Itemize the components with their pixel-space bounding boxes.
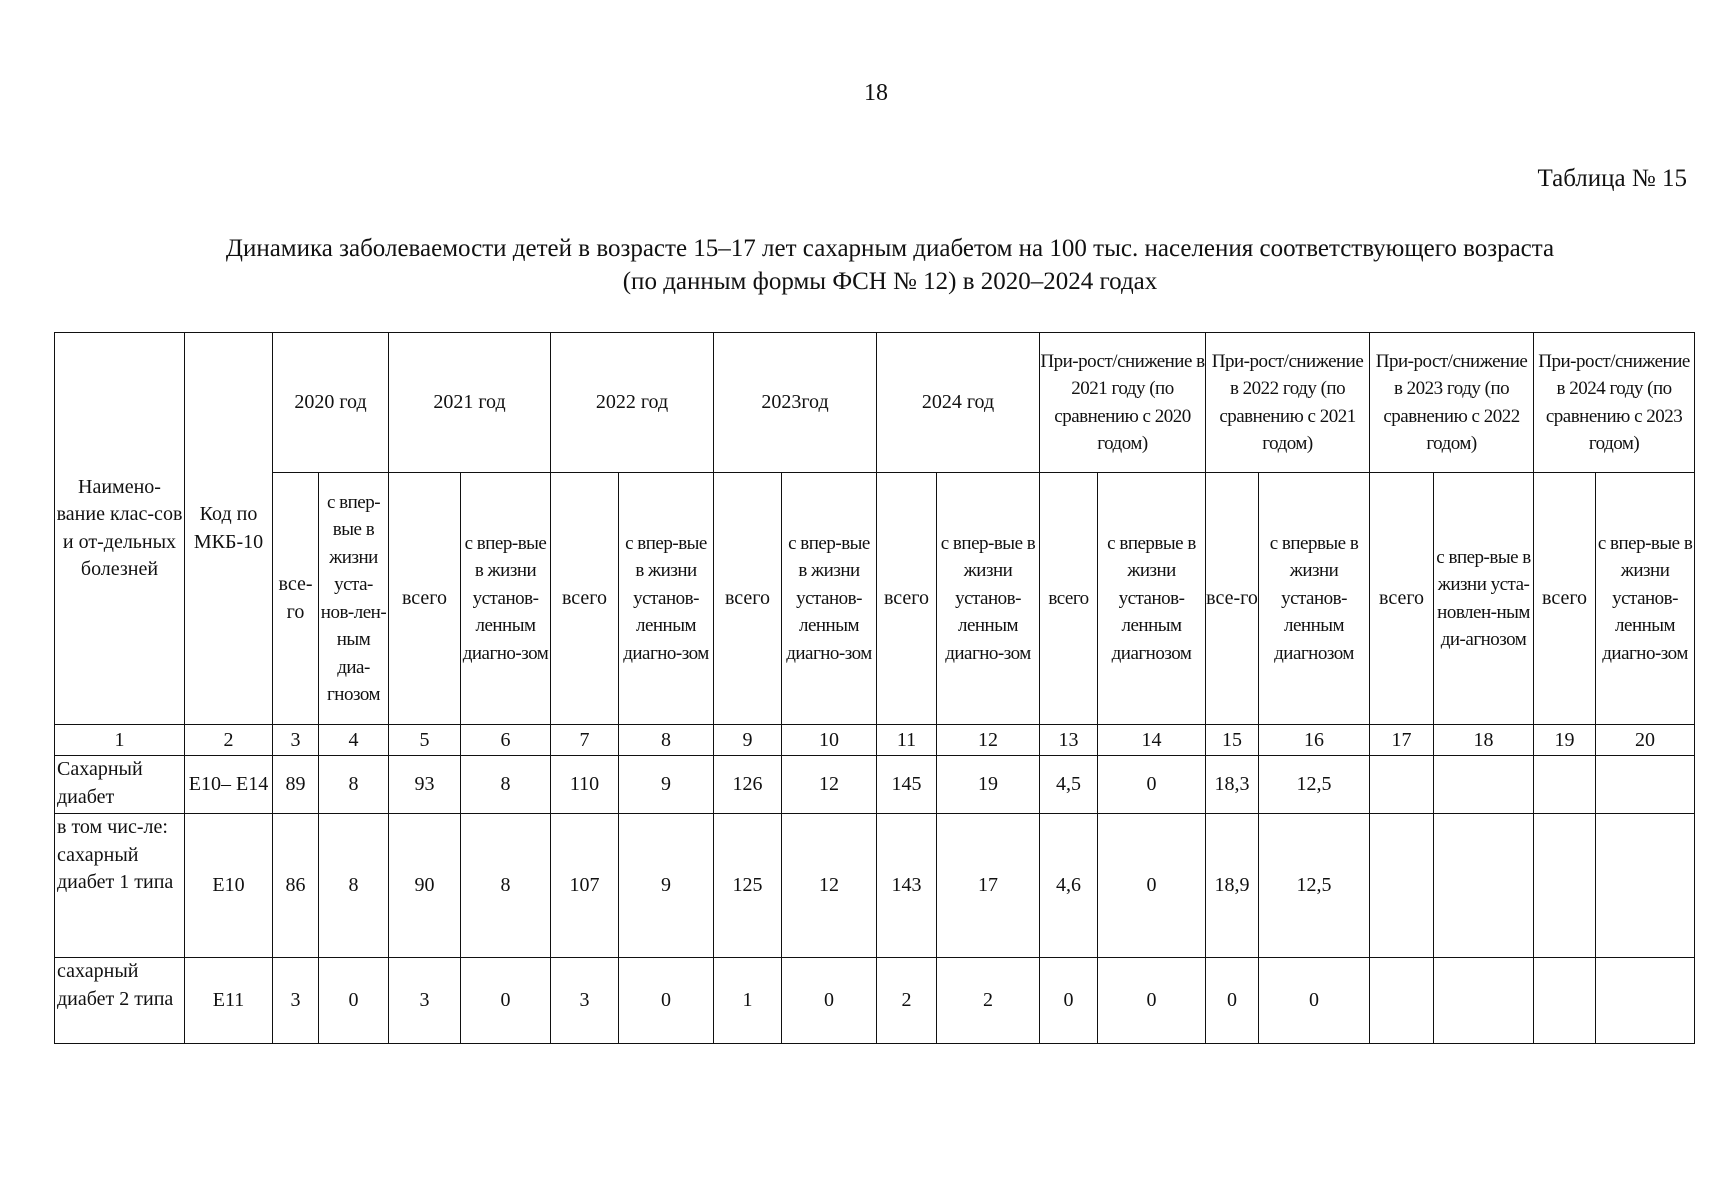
row-name: сахарный диабет 2 типа [55, 958, 185, 1044]
cell-value: 8 [319, 756, 389, 814]
cell-value: 89 [273, 756, 319, 814]
sub-header-c6: с впер-вые в жизни установ-ленным диагно-зом [461, 473, 551, 725]
cell-value: 126 [714, 756, 782, 814]
column-number: 16 [1259, 725, 1370, 756]
column-number: 13 [1040, 725, 1098, 756]
column-number: 5 [389, 725, 461, 756]
column-number: 14 [1098, 725, 1206, 756]
cell-value [1370, 958, 1434, 1044]
header-year-2020: 2020 год [273, 333, 389, 473]
cell-value: 17 [937, 814, 1040, 958]
cell-value: 12 [782, 756, 877, 814]
sub-header-c15: все-го [1206, 473, 1259, 725]
sub-header-c13: всего [1040, 473, 1098, 725]
cell-value: 0 [1098, 958, 1206, 1044]
header-name: Наимено-вание клас-сов и от-дельных болезней [55, 333, 185, 725]
sub-header-c16: с впервые в жизни установ-ленным диагнозом [1259, 473, 1370, 725]
cell-value: 107 [551, 814, 619, 958]
cell-value: 0 [782, 958, 877, 1044]
cell-value: 90 [389, 814, 461, 958]
cell-value: 0 [1098, 756, 1206, 814]
header-year-2021: 2021 год [389, 333, 551, 473]
row-code: E11 [185, 958, 273, 1044]
column-number: 1 [55, 725, 185, 756]
cell-value: 9 [619, 814, 714, 958]
row-code: E10 [185, 814, 273, 958]
cell-value [1596, 958, 1695, 1044]
sub-header-c5: всего [389, 473, 461, 725]
cell-value: 143 [877, 814, 937, 958]
cell-value: 8 [319, 814, 389, 958]
column-number: 20 [1596, 725, 1695, 756]
cell-value: 2 [937, 958, 1040, 1044]
column-number: 15 [1206, 725, 1259, 756]
sub-header-c20: с впер-вые в жизни установ-ленным диагно-зом [1596, 473, 1695, 725]
column-number: 18 [1434, 725, 1534, 756]
table-row [55, 756, 1695, 814]
cell-value [1534, 958, 1596, 1044]
column-number: 19 [1534, 725, 1596, 756]
cell-value: 0 [319, 958, 389, 1044]
column-number: 10 [782, 725, 877, 756]
cell-value: 0 [1206, 958, 1259, 1044]
sub-header-c19: всего [1534, 473, 1596, 725]
cell-value [1370, 814, 1434, 958]
column-number: 17 [1370, 725, 1434, 756]
column-number: 11 [877, 725, 937, 756]
cell-value: 3 [551, 958, 619, 1044]
header-year-2023: 2023год [714, 333, 877, 473]
column-number: 4 [319, 725, 389, 756]
table-title [100, 232, 1680, 298]
sub-header-c12: с впер-вые в жизни установ-ленным диагно-зом [937, 473, 1040, 725]
table-label: Таблица № 15 [1537, 165, 1687, 192]
cell-value: 0 [1259, 958, 1370, 1044]
incidence-table [54, 332, 1695, 1044]
cell-value: 86 [273, 814, 319, 958]
row-name: Сахарный диабет [55, 756, 185, 814]
column-number: 2 [185, 725, 273, 756]
cell-value [1596, 756, 1695, 814]
table-row [55, 958, 1695, 1044]
cell-value: 12,5 [1259, 756, 1370, 814]
title-line-2: (по данным формы ФСН № 12) в 2020–2024 годах [622, 268, 1158, 295]
column-number: 8 [619, 725, 714, 756]
column-number: 6 [461, 725, 551, 756]
cell-value: 145 [877, 756, 937, 814]
cell-value: 93 [389, 756, 461, 814]
cell-value: 3 [389, 958, 461, 1044]
cell-value: 9 [619, 756, 714, 814]
page-number: 18 [864, 80, 888, 106]
cell-value [1434, 756, 1534, 814]
cell-value: 18,3 [1206, 756, 1259, 814]
cell-value [1370, 756, 1434, 814]
cell-value [1534, 814, 1596, 958]
cell-value: 0 [1040, 958, 1098, 1044]
table-row [55, 814, 1695, 958]
sub-header-c4: с впер-вые в жизни уста-нов-лен-ным диа-гнозом [319, 473, 389, 725]
column-number: 7 [551, 725, 619, 756]
row-name: в том чис-ле: сахарный диабет 1 типа [55, 814, 185, 958]
column-number: 9 [714, 725, 782, 756]
sub-header-c8: с впер-вые в жизни установ-ленным диагно-зом [619, 473, 714, 725]
cell-value: 0 [461, 958, 551, 1044]
cell-value [1534, 756, 1596, 814]
cell-value [1596, 814, 1695, 958]
header-growth-2022: При-рост/снижение в 2022 году (по сравнению с 2021 годом) [1206, 333, 1370, 473]
cell-value: 4,6 [1040, 814, 1098, 958]
sub-header-c10: с впер-вые в жизни установ-ленным диагно-зом [782, 473, 877, 725]
sub-header-c17: всего [1370, 473, 1434, 725]
cell-value: 0 [619, 958, 714, 1044]
sub-header-c11: всего [877, 473, 937, 725]
sub-header-c14: с впервые в жизни установ-ленным диагнозом [1098, 473, 1206, 725]
header-year-2022: 2022 год [551, 333, 714, 473]
cell-value: 4,5 [1040, 756, 1098, 814]
cell-value: 125 [714, 814, 782, 958]
cell-value: 3 [273, 958, 319, 1044]
title-line-1: Динамика заболеваемости детей в возрасте 15–17 лет сахарным диабетом на 100 тыс. населения соответствующего возраста [225, 235, 1555, 262]
cell-value: 8 [461, 756, 551, 814]
cell-value: 2 [877, 958, 937, 1044]
sub-header-c3: все-го [273, 473, 319, 725]
cell-value: 1 [714, 958, 782, 1044]
column-number-row [55, 725, 1695, 756]
header-growth-2024: При-рост/снижение в 2024 году (по сравнению с 2023 годом) [1534, 333, 1695, 473]
cell-value: 19 [937, 756, 1040, 814]
cell-value: 18,9 [1206, 814, 1259, 958]
cell-value: 12 [782, 814, 877, 958]
cell-value: 12,5 [1259, 814, 1370, 958]
sub-header-c18: с впер-вые в жизни уста-новлен-ным ди-агнозом [1434, 473, 1534, 725]
cell-value [1434, 814, 1534, 958]
header-year-2024: 2024 год [877, 333, 1040, 473]
cell-value [1434, 958, 1534, 1044]
header-growth-2021: При-рост/снижение в 2021 году (по сравнению с 2020 годом) [1040, 333, 1206, 473]
column-number: 12 [937, 725, 1040, 756]
column-number: 3 [273, 725, 319, 756]
sub-header-c9: всего [714, 473, 782, 725]
cell-value: 110 [551, 756, 619, 814]
header-growth-2023: При-рост/снижение в 2023 году (по сравнению с 2022 годом) [1370, 333, 1534, 473]
row-code: E10– E14 [185, 756, 273, 814]
cell-value: 0 [1098, 814, 1206, 958]
cell-value: 8 [461, 814, 551, 958]
sub-header-c7: всего [551, 473, 619, 725]
header-code: Код по МКБ-10 [185, 333, 273, 725]
